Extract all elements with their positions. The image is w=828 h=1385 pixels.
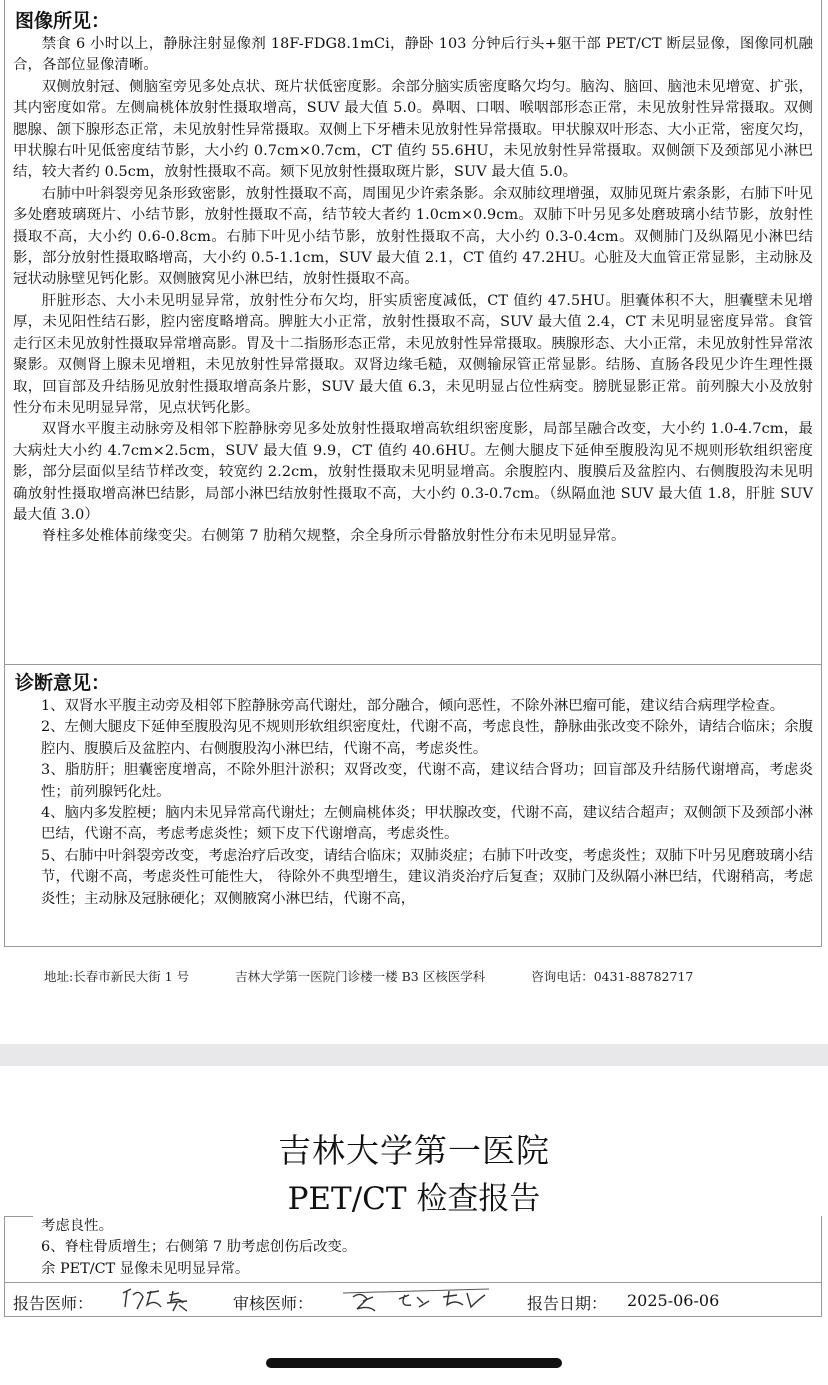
hospital-name: 吉林大学第一医院 (278, 1131, 550, 1170)
page-footer (44, 967, 735, 985)
doctor-signature (117, 1285, 213, 1315)
findings-title: 图像所见： (15, 10, 111, 32)
findings-paragraph: 肝脏形态、大小未见明显异常，放射性分布欠均，肝实质密度减低，CT 值约 47.5HU。胆囊体积不大，胆囊壁未见增厚，未见阳性结石影，腔内密度略增高。脾脏大小正常，放射性摄取不高，SUV 最大值 2.4，CT 未见明显密度异常。食管走行区未见放射性摄取异常增高影。胃及十二指肠形态正常，未见放射性异常摄取。胰腺形态、大小正常，未见放射性异常浓聚影。双侧肾上腺未见增粗，未见放射性异常摄取。双肾边缘毛糙，双侧输尿管正常显影。结肠、直肠各段见少许生理性摄取，回盲部及升结肠见放射性摄取增高条片影，SUV 最大值 6.3，未见明显占位性病变。膀胱显影正常。前列腺大小及放射性分布未见明显异常，见点状钙化影。 (13, 292, 813, 416)
diagnosis-title: 诊断意见： (15, 672, 111, 694)
doctor-label: 报告医师： (13, 1294, 94, 1313)
diagnosis-item: 3、脂肪肝；胆囊密度增高，不除外胆汁淤积；双肾改变，代谢不高，建议结合肾功；回盲部及升结肠代谢增高，考虑炎性；前列腺钙化灶。 (41, 762, 813, 800)
findings-paragraph: 双侧放射冠、侧脑室旁见多处点状、斑片状低密度影。余部分脑实质密度略欠均匀。脑沟、脑回、脑池未见增宽、扩张，其内密度如常。左侧扁桃体放射性摄取增高，SUV 最大值 5.0。鼻咽、口咽、喉咽部形态正常，未见放射性异常摄取。双侧腮腺、颌下腺形态正常，未见放射性异常摄取。双侧上下牙槽未见放射性异常摄取。甲状腺双叶形态、大小正常，密度欠均，甲状腺右叶见低密度结节影，大小约 0.7cm×0.7cm，CT 值约 55.6HU，未见放射性异常摄取。双侧颌下及颈部见小淋巴结，较大者约 0.5cm，放射性摄取不高。颏下见放射性摄取斑片影，SUV 最大值 5.0。 (13, 78, 813, 181)
footer-location: 吉林大学第一医院门诊楼一楼 B3 区核医学科 (235, 969, 486, 984)
footer-address: 地址:长春市新民大街 1 号 (44, 969, 190, 984)
date-label: 报告日期： (527, 1294, 608, 1313)
report-page-2 (4, 1216, 822, 1317)
home-indicator[interactable] (266, 1358, 562, 1368)
diagnosis-continued-line: 余 PET/CT 显像未见明显异常。 (41, 1260, 250, 1277)
diagnosis-item: 5、右肺中叶斜裂旁改变，考虑治疗后改变，请结合临床；双肺炎症；右肺下叶改变，考虑炎性；双肺下叶另见磨玻璃小结节，代谢不高，考虑炎性可能性大， 待除外不典型增生，建议消炎治疗后复查；双肺门及纵隔小淋巴结，代谢稍高，考虑炎性；主动脉及冠脉硬化；双侧腋窝小淋巴结，代谢不高， (41, 847, 813, 907)
diagnosis-continued-line: 6、脊柱骨质增生；右侧第 7 肋考虑创伤后改变。 (41, 1239, 357, 1256)
diagnosis-item: 1、双肾水平腹主动旁及相邻下腔静脉旁高代谢灶，部分融合，倾向恶性，不除外淋巴瘤可能，建议结合病理学检查。 (41, 698, 785, 714)
diagnosis-item: 2、左侧大腿皮下延伸至腹股沟见不规则形软组织密度灶，代谢不高，考虑良性，静脉曲张改变不除外，请结合临床；余腹腔内、腹膜后及盆腔内、右侧腹股沟小淋巴结，代谢不高，考虑炎性。 (41, 719, 813, 757)
reviewer-label: 审核医师： (233, 1294, 314, 1313)
findings-paragraph: 双肾水平腹主动脉旁及相邻下腔静脉旁见多处放射性摄取增高软组织密度影，局部呈融合改变，大小约 1.0-4.7cm，最大病灶大小约 4.7cm×2.5cm，SUV 最大值 9.9，CT 值约 40.6HU。左侧大腿皮下延伸至腹股沟见不规则形软组织密度影，部分层面似呈结节样改变，较宽约 2.2cm，放射性摄取未见明显增高。余腹腔内、腹膜后及盆腔内、右侧腹股沟未见明确放射性摄取增高淋巴结影，局部小淋巴结放射性摄取不高，大小约 0.3-0.7cm。（纵隔血池 SUV 最大值 1.8，肝脏 SUV 最大值 3.0） (13, 421, 813, 523)
signature-row (5, 1282, 821, 1317)
diagnosis-continued-line: 考虑良性。 (41, 1218, 113, 1234)
reviewer-signature (339, 1285, 499, 1315)
page-divider (0, 1044, 828, 1066)
report-date: 2025-06-06 (627, 1291, 720, 1310)
findings-paragraph: 右肺中叶斜裂旁见条形致密影，放射性摄取不高，周围见少许索条影。余双肺纹理增强，双肺见斑片索条影，右肺下叶见多处磨玻璃斑片、小结节影，放射性摄取不高，结节较大者约 1.0cm×0.9cm。双肺下叶另见多处磨玻璃小结节影，放射性摄取不高，大小约 0.6-0.8cm。右肺下叶见小结节影，放射性摄取不高，大小约 0.3-0.4cm。双侧肺门及纵隔见小淋巴结影，部分放射性摄取略增高，大小约 0.5-1.1cm，SUV 最大值 2.1，CT 值约 47.2HU。心脏及大血管正常显影，主动脉及冠状动脉壁见钙化影。双侧腋窝见小淋巴结，放射性摄取不高。 (13, 185, 813, 288)
findings-paragraph: 脊柱多处椎体前缘变尖。右侧第 7 肋稍欠规整，余全身所示骨骼放射性分布未见明显异常。 (41, 528, 626, 545)
diagnosis-section (5, 666, 821, 946)
diagnosis-continued (5, 1216, 821, 1280)
report-title: PET/CT 检查报告 (287, 1181, 541, 1217)
diagnosis-item: 4、脑内多发腔梗；脑内未见异常高代谢灶；左侧扁桃体炎；甲状腺改变，代谢不高，建议结合超声；双侧颌下及颈部小淋巴结，代谢不高，考虑考虑炎性；颏下皮下代谢增高，考虑炎性。 (41, 805, 813, 843)
findings-paragraph: 禁食 6 小时以上，静脉注射显像剂 18F-FDG8.1mCi，静卧 103 分钟后行头+躯干部 PET/CT 断层显像，图像同机融合，各部位显像清晰。 (13, 36, 813, 74)
footer-phone: 咨询电话：0431-88782717 (531, 969, 694, 984)
findings-section (5, 0, 821, 665)
report-page-1 (4, 0, 822, 947)
